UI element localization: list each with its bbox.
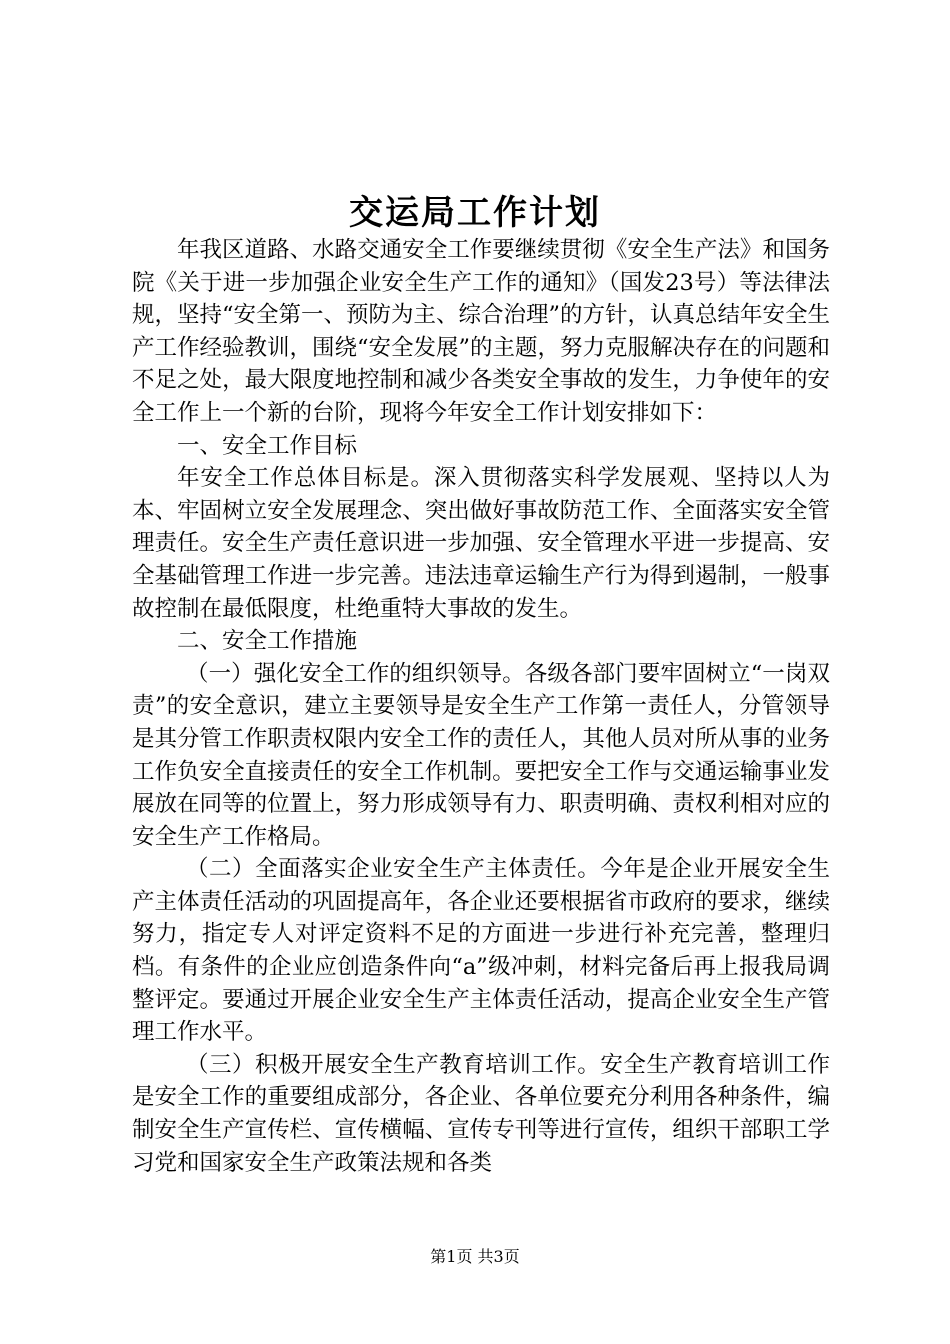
- goals-paragraph: 年安全工作总体目标是。深入贯彻落实科学发展观、坚持以人为本、牢固树立安全发展理念、突出做好事故防范工作、全面落实安全管理责任。安全生产责任意识进一步加强、安全管理水平进一步提高、安全基础管理工作进一步完善。违法违章运输生产行为得到遏制，一般事故控制在最低限度，杜绝重特大事故的发生。: [132, 465, 830, 622]
- document-body: [132, 234, 830, 1179]
- measure-paragraph-1: （一）强化安全工作的组织领导。各级各部门要牢固树立“一岗双责”的安全意识，建立主要领导是安全生产工作第一责任人，分管领导是其分管工作职责权限内安全工作的责任人，其他人员对所从事的业务工作负安全直接责任的安全工作机制。要把安全工作与交通运输事业发展放在同等的位置上，努力形成领导有力、职责明确、责权利相对应的安全生产工作格局。: [132, 660, 830, 850]
- page-number-footer: 第1页 共3页: [430, 1247, 520, 1266]
- section-heading-measures: 二、安全工作措施: [177, 628, 358, 655]
- document-title: 交运局工作计划: [349, 193, 601, 233]
- measure-paragraph-3: （三）积极开展安全生产教育培训工作。安全生产教育培训工作是安全工作的重要组成部分，各企业、各单位要充分利用各种条件，编制安全生产宣传栏、宣传横幅、宣传专刊等进行宣传，组织干部职工学习党和国家安全生产政策法规和各类: [132, 1051, 830, 1176]
- section-heading-goals: 一、安全工作目标: [177, 432, 358, 459]
- intro-paragraph: 年我区道路、水路交通安全工作要继续贯彻《安全生产法》和国务院《关于进一步加强企业安全生产工作的通知》（国发23号）等法律法规，坚持“安全第一、预防为主、综合治理”的方针，认真总结年安全生产工作经验教训，围绕“安全发展”的主题，努力克服解决存在的问题和不足之处，最大限度地控制和减少各类安全事故的发生，力争使年的安全工作上一个新的台阶，现将今年安全工作计划安排如下：: [132, 237, 831, 426]
- measure-paragraph-2: （二）全面落实企业安全生产主体责任。今年是企业开展安全生产主体责任活动的巩固提高年，各企业还要根据省市政府的要求，继续努力，指定专人对评定资料不足的方面进一步进行补充完善，整理归档。有条件的企业应创造条件向“a”级冲刺，材料完备后再上报我局调整评定。要通过开展企业安全生产主体责任活动，提高企业安全生产管理工作水平。: [132, 856, 830, 1046]
